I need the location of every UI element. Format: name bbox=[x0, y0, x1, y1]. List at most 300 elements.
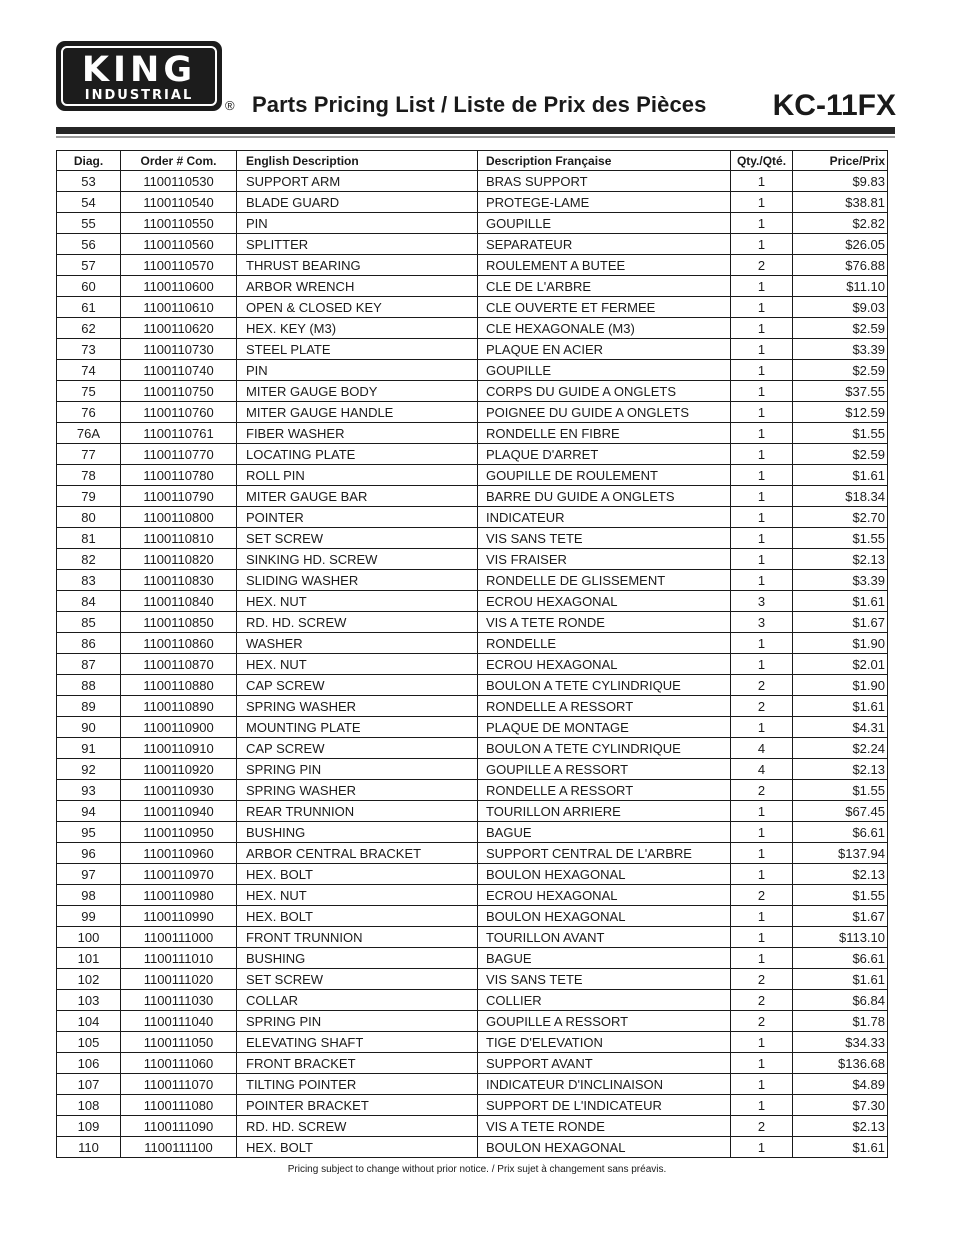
table-row bbox=[57, 192, 888, 213]
cell-price: $1.55 bbox=[793, 885, 888, 906]
table-row bbox=[57, 297, 888, 318]
cell-order-number: 1100110800 bbox=[121, 507, 237, 528]
registered-mark: ® bbox=[225, 98, 235, 113]
cell-quantity: 1 bbox=[731, 717, 793, 738]
cell-order-number: 1100110600 bbox=[121, 276, 237, 297]
cell-quantity: 1 bbox=[731, 486, 793, 507]
table-row bbox=[57, 969, 888, 990]
cell-order-number: 1100110840 bbox=[121, 591, 237, 612]
cell-order-number: 1100111080 bbox=[121, 1095, 237, 1116]
table-row bbox=[57, 948, 888, 969]
cell-english-description: ARBOR WRENCH bbox=[237, 276, 478, 297]
cell-english-description: HEX. BOLT bbox=[237, 906, 478, 927]
header-rule-thin bbox=[56, 136, 895, 138]
cell-english-description: SPRING PIN bbox=[237, 1011, 478, 1032]
cell-price: $1.61 bbox=[793, 465, 888, 486]
cell-diag: 104 bbox=[57, 1011, 121, 1032]
cell-english-description: FRONT BRACKET bbox=[237, 1053, 478, 1074]
cell-price: $1.67 bbox=[793, 612, 888, 633]
cell-order-number: 1100110930 bbox=[121, 780, 237, 801]
cell-diag: 75 bbox=[57, 381, 121, 402]
cell-french-description: PLAQUE D'ARRET bbox=[478, 444, 731, 465]
cell-quantity: 1 bbox=[731, 171, 793, 192]
cell-price: $9.03 bbox=[793, 297, 888, 318]
cell-english-description: MITER GAUGE BODY bbox=[237, 381, 478, 402]
cell-order-number: 1100110830 bbox=[121, 570, 237, 591]
cell-quantity: 2 bbox=[731, 696, 793, 717]
cell-diag: 54 bbox=[57, 192, 121, 213]
cell-french-description: PLAQUE EN ACIER bbox=[478, 339, 731, 360]
cell-quantity: 1 bbox=[731, 1137, 793, 1158]
table-row bbox=[57, 1011, 888, 1032]
cell-order-number: 1100111040 bbox=[121, 1011, 237, 1032]
cell-order-number: 1100110740 bbox=[121, 360, 237, 381]
cell-french-description: TOURILLON AVANT bbox=[478, 927, 731, 948]
cell-diag: 55 bbox=[57, 213, 121, 234]
cell-french-description: GOUPILLE bbox=[478, 213, 731, 234]
cell-french-description: GOUPILLE DE ROULEMENT bbox=[478, 465, 731, 486]
cell-french-description: BAGUE bbox=[478, 822, 731, 843]
cell-english-description: TILTING POINTER bbox=[237, 1074, 478, 1095]
cell-french-description: GOUPILLE A RESSORT bbox=[478, 759, 731, 780]
page-title: Parts Pricing List / Liste de Prix des Pièces bbox=[252, 92, 707, 117]
cell-french-description: POIGNEE DU GUIDE A ONGLETS bbox=[478, 402, 731, 423]
cell-diag: 73 bbox=[57, 339, 121, 360]
cell-price: $2.13 bbox=[793, 549, 888, 570]
cell-price: $38.81 bbox=[793, 192, 888, 213]
cell-diag: 91 bbox=[57, 738, 121, 759]
col-header-qty: Qty./Qté. bbox=[731, 151, 793, 171]
cell-order-number: 1100110620 bbox=[121, 318, 237, 339]
cell-french-description: BOULON HEXAGONAL bbox=[478, 1137, 731, 1158]
cell-price: $1.61 bbox=[793, 591, 888, 612]
cell-diag: 86 bbox=[57, 633, 121, 654]
cell-order-number: 1100110920 bbox=[121, 759, 237, 780]
cell-english-description: FIBER WASHER bbox=[237, 423, 478, 444]
cell-order-number: 1100111050 bbox=[121, 1032, 237, 1053]
cell-quantity: 1 bbox=[731, 297, 793, 318]
table-row bbox=[57, 612, 888, 633]
cell-french-description: SUPPORT AVANT bbox=[478, 1053, 731, 1074]
cell-quantity: 1 bbox=[731, 654, 793, 675]
cell-french-description: PLAQUE DE MONTAGE bbox=[478, 717, 731, 738]
cell-french-description: RONDELLE DE GLISSEMENT bbox=[478, 570, 731, 591]
cell-diag: 74 bbox=[57, 360, 121, 381]
cell-price: $76.88 bbox=[793, 255, 888, 276]
cell-order-number: 1100110960 bbox=[121, 843, 237, 864]
cell-order-number: 1100110790 bbox=[121, 486, 237, 507]
cell-english-description: HEX. NUT bbox=[237, 591, 478, 612]
model-number: KC-11FX bbox=[772, 89, 896, 122]
cell-price: $9.83 bbox=[793, 171, 888, 192]
footer-note: Pricing subject to change without prior notice. / Prix sujet à changement sans préavis. bbox=[287, 1164, 667, 1175]
cell-diag: 105 bbox=[57, 1032, 121, 1053]
cell-english-description: REAR TRUNNION bbox=[237, 801, 478, 822]
cell-price: $3.39 bbox=[793, 339, 888, 360]
cell-quantity: 1 bbox=[731, 381, 793, 402]
cell-quantity: 2 bbox=[731, 780, 793, 801]
cell-price: $6.61 bbox=[793, 822, 888, 843]
cell-french-description: INDICATEUR D'INCLINAISON bbox=[478, 1074, 731, 1095]
cell-french-description: VIS SANS TETE bbox=[478, 528, 731, 549]
cell-english-description: BLADE GUARD bbox=[237, 192, 478, 213]
table-row bbox=[57, 759, 888, 780]
table-row bbox=[57, 339, 888, 360]
cell-order-number: 1100110530 bbox=[121, 171, 237, 192]
cell-quantity: 1 bbox=[731, 1074, 793, 1095]
table-row bbox=[57, 255, 888, 276]
col-header-order: Order # Com. bbox=[121, 151, 237, 171]
cell-price: $1.90 bbox=[793, 675, 888, 696]
cell-order-number: 1100110940 bbox=[121, 801, 237, 822]
cell-diag: 110 bbox=[57, 1137, 121, 1158]
cell-french-description: BOULON HEXAGONAL bbox=[478, 906, 731, 927]
cell-english-description: POINTER bbox=[237, 507, 478, 528]
cell-price: $4.89 bbox=[793, 1074, 888, 1095]
cell-quantity: 1 bbox=[731, 402, 793, 423]
cell-price: $1.61 bbox=[793, 969, 888, 990]
cell-price: $2.13 bbox=[793, 759, 888, 780]
cell-diag: 92 bbox=[57, 759, 121, 780]
cell-english-description: HEX. NUT bbox=[237, 885, 478, 906]
cell-english-description: SINKING HD. SCREW bbox=[237, 549, 478, 570]
cell-french-description: GOUPILLE A RESSORT bbox=[478, 1011, 731, 1032]
cell-price: $2.13 bbox=[793, 864, 888, 885]
cell-price: $3.39 bbox=[793, 570, 888, 591]
cell-price: $6.84 bbox=[793, 990, 888, 1011]
cell-english-description: CAP SCREW bbox=[237, 738, 478, 759]
cell-diag: 60 bbox=[57, 276, 121, 297]
cell-order-number: 1100110761 bbox=[121, 423, 237, 444]
cell-english-description: BUSHING bbox=[237, 822, 478, 843]
col-header-french: Description Française bbox=[478, 151, 731, 171]
cell-order-number: 1100111020 bbox=[121, 969, 237, 990]
cell-diag: 76 bbox=[57, 402, 121, 423]
cell-english-description: FRONT TRUNNION bbox=[237, 927, 478, 948]
cell-quantity: 1 bbox=[731, 192, 793, 213]
cell-diag: 108 bbox=[57, 1095, 121, 1116]
table-row bbox=[57, 717, 888, 738]
cell-price: $37.55 bbox=[793, 381, 888, 402]
parts-table-body bbox=[57, 171, 888, 1158]
cell-price: $2.59 bbox=[793, 318, 888, 339]
cell-price: $1.55 bbox=[793, 423, 888, 444]
cell-french-description: RONDELLE EN FIBRE bbox=[478, 423, 731, 444]
cell-price: $2.24 bbox=[793, 738, 888, 759]
cell-order-number: 1100110870 bbox=[121, 654, 237, 675]
cell-french-description: BOULON A TETE CYLINDRIQUE bbox=[478, 675, 731, 696]
cell-english-description: RD. HD. SCREW bbox=[237, 1116, 478, 1137]
cell-french-description: VIS A TETE RONDE bbox=[478, 612, 731, 633]
cell-french-description: BARRE DU GUIDE A ONGLETS bbox=[478, 486, 731, 507]
cell-english-description: SPLITTER bbox=[237, 234, 478, 255]
cell-french-description: SUPPORT DE L'INDICATEUR bbox=[478, 1095, 731, 1116]
cell-french-description: RONDELLE A RESSORT bbox=[478, 780, 731, 801]
cell-english-description: SPRING PIN bbox=[237, 759, 478, 780]
cell-quantity: 4 bbox=[731, 738, 793, 759]
cell-price: $137.94 bbox=[793, 843, 888, 864]
cell-quantity: 1 bbox=[731, 843, 793, 864]
cell-english-description: SPRING WASHER bbox=[237, 780, 478, 801]
cell-price: $1.67 bbox=[793, 906, 888, 927]
cell-english-description: SPRING WASHER bbox=[237, 696, 478, 717]
king-industrial-logo bbox=[56, 41, 222, 111]
table-row bbox=[57, 276, 888, 297]
table-row bbox=[57, 822, 888, 843]
cell-price: $1.78 bbox=[793, 1011, 888, 1032]
cell-english-description: PIN bbox=[237, 360, 478, 381]
cell-diag: 102 bbox=[57, 969, 121, 990]
cell-price: $1.55 bbox=[793, 780, 888, 801]
cell-french-description: CLE HEXAGONALE (M3) bbox=[478, 318, 731, 339]
cell-order-number: 1100110570 bbox=[121, 255, 237, 276]
cell-price: $18.34 bbox=[793, 486, 888, 507]
cell-english-description: CAP SCREW bbox=[237, 675, 478, 696]
cell-english-description: MITER GAUGE HANDLE bbox=[237, 402, 478, 423]
table-row bbox=[57, 906, 888, 927]
cell-diag: 90 bbox=[57, 717, 121, 738]
cell-order-number: 1100110760 bbox=[121, 402, 237, 423]
cell-english-description: ROLL PIN bbox=[237, 465, 478, 486]
logo-brand-name: KING bbox=[81, 50, 197, 90]
cell-french-description: ECROU HEXAGONAL bbox=[478, 885, 731, 906]
cell-english-description: HEX. BOLT bbox=[237, 1137, 478, 1158]
cell-order-number: 1100111060 bbox=[121, 1053, 237, 1074]
cell-french-description: SUPPORT CENTRAL DE L'ARBRE bbox=[478, 843, 731, 864]
cell-quantity: 1 bbox=[731, 1095, 793, 1116]
cell-diag: 94 bbox=[57, 801, 121, 822]
cell-price: $2.70 bbox=[793, 507, 888, 528]
cell-diag: 101 bbox=[57, 948, 121, 969]
cell-english-description: ARBOR CENTRAL BRACKET bbox=[237, 843, 478, 864]
cell-order-number: 1100110970 bbox=[121, 864, 237, 885]
cell-order-number: 1100110850 bbox=[121, 612, 237, 633]
cell-order-number: 1100110880 bbox=[121, 675, 237, 696]
cell-order-number: 1100110990 bbox=[121, 906, 237, 927]
cell-quantity: 1 bbox=[731, 948, 793, 969]
cell-order-number: 1100110750 bbox=[121, 381, 237, 402]
cell-quantity: 1 bbox=[731, 465, 793, 486]
table-row bbox=[57, 633, 888, 654]
cell-price: $26.05 bbox=[793, 234, 888, 255]
cell-quantity: 1 bbox=[731, 444, 793, 465]
cell-price: $7.30 bbox=[793, 1095, 888, 1116]
cell-quantity: 1 bbox=[731, 801, 793, 822]
cell-french-description: VIS A TETE RONDE bbox=[478, 1116, 731, 1137]
cell-quantity: 1 bbox=[731, 234, 793, 255]
cell-diag: 81 bbox=[57, 528, 121, 549]
cell-order-number: 1100110860 bbox=[121, 633, 237, 654]
table-row bbox=[57, 444, 888, 465]
cell-french-description: BOULON A TETE CYLINDRIQUE bbox=[478, 738, 731, 759]
table-row bbox=[57, 801, 888, 822]
cell-french-description: BRAS SUPPORT bbox=[478, 171, 731, 192]
cell-english-description: COLLAR bbox=[237, 990, 478, 1011]
table-row bbox=[57, 549, 888, 570]
cell-price: $4.31 bbox=[793, 717, 888, 738]
cell-diag: 109 bbox=[57, 1116, 121, 1137]
cell-price: $2.01 bbox=[793, 654, 888, 675]
table-header-row bbox=[57, 151, 888, 171]
cell-quantity: 1 bbox=[731, 528, 793, 549]
cell-diag: 89 bbox=[57, 696, 121, 717]
cell-quantity: 1 bbox=[731, 213, 793, 234]
cell-english-description: HEX. NUT bbox=[237, 654, 478, 675]
table-row bbox=[57, 360, 888, 381]
cell-order-number: 1100110770 bbox=[121, 444, 237, 465]
cell-quantity: 2 bbox=[731, 675, 793, 696]
cell-diag: 96 bbox=[57, 843, 121, 864]
cell-quantity: 1 bbox=[731, 822, 793, 843]
cell-english-description: POINTER BRACKET bbox=[237, 1095, 478, 1116]
table-row bbox=[57, 213, 888, 234]
table-row bbox=[57, 1053, 888, 1074]
cell-english-description: THRUST BEARING bbox=[237, 255, 478, 276]
cell-quantity: 2 bbox=[731, 255, 793, 276]
cell-diag: 78 bbox=[57, 465, 121, 486]
cell-order-number: 1100111010 bbox=[121, 948, 237, 969]
cell-quantity: 3 bbox=[731, 612, 793, 633]
cell-diag: 106 bbox=[57, 1053, 121, 1074]
table-row bbox=[57, 591, 888, 612]
cell-price: $6.61 bbox=[793, 948, 888, 969]
cell-diag: 88 bbox=[57, 675, 121, 696]
cell-order-number: 1100110910 bbox=[121, 738, 237, 759]
cell-order-number: 1100110780 bbox=[121, 465, 237, 486]
cell-quantity: 1 bbox=[731, 864, 793, 885]
cell-quantity: 1 bbox=[731, 633, 793, 654]
cell-order-number: 1100111070 bbox=[121, 1074, 237, 1095]
cell-order-number: 1100110730 bbox=[121, 339, 237, 360]
cell-order-number: 1100110820 bbox=[121, 549, 237, 570]
cell-quantity: 4 bbox=[731, 759, 793, 780]
cell-english-description: HEX. BOLT bbox=[237, 864, 478, 885]
col-header-price: Price/Prix bbox=[793, 151, 888, 171]
cell-diag: 99 bbox=[57, 906, 121, 927]
cell-diag: 56 bbox=[57, 234, 121, 255]
cell-diag: 87 bbox=[57, 654, 121, 675]
table-row bbox=[57, 570, 888, 591]
cell-french-description: ROULEMENT A BUTEE bbox=[478, 255, 731, 276]
table-row bbox=[57, 1074, 888, 1095]
cell-french-description: CORPS DU GUIDE A ONGLETS bbox=[478, 381, 731, 402]
cell-english-description: SLIDING WASHER bbox=[237, 570, 478, 591]
cell-diag: 97 bbox=[57, 864, 121, 885]
cell-order-number: 1100111090 bbox=[121, 1116, 237, 1137]
cell-price: $113.10 bbox=[793, 927, 888, 948]
col-header-diag: Diag. bbox=[57, 151, 121, 171]
cell-english-description: RD. HD. SCREW bbox=[237, 612, 478, 633]
logo-frame bbox=[61, 46, 217, 106]
table-row bbox=[57, 654, 888, 675]
table-row bbox=[57, 738, 888, 759]
cell-price: $2.59 bbox=[793, 444, 888, 465]
cell-english-description: MOUNTING PLATE bbox=[237, 717, 478, 738]
cell-order-number: 1100110550 bbox=[121, 213, 237, 234]
cell-diag: 98 bbox=[57, 885, 121, 906]
table-row bbox=[57, 465, 888, 486]
table-row bbox=[57, 528, 888, 549]
cell-quantity: 2 bbox=[731, 969, 793, 990]
cell-english-description: SET SCREW bbox=[237, 528, 478, 549]
table-row bbox=[57, 843, 888, 864]
table-row bbox=[57, 486, 888, 507]
cell-french-description: GOUPILLE bbox=[478, 360, 731, 381]
cell-french-description: RONDELLE A RESSORT bbox=[478, 696, 731, 717]
cell-order-number: 1100110540 bbox=[121, 192, 237, 213]
cell-english-description: ELEVATING SHAFT bbox=[237, 1032, 478, 1053]
cell-order-number: 1100111100 bbox=[121, 1137, 237, 1158]
table-row bbox=[57, 927, 888, 948]
cell-quantity: 2 bbox=[731, 1011, 793, 1032]
cell-quantity: 1 bbox=[731, 1032, 793, 1053]
cell-order-number: 1100110610 bbox=[121, 297, 237, 318]
cell-diag: 103 bbox=[57, 990, 121, 1011]
cell-diag: 84 bbox=[57, 591, 121, 612]
header-rule-thick bbox=[56, 127, 895, 134]
cell-price: $136.68 bbox=[793, 1053, 888, 1074]
cell-quantity: 1 bbox=[731, 318, 793, 339]
table-row bbox=[57, 885, 888, 906]
cell-order-number: 1100110950 bbox=[121, 822, 237, 843]
logo-brand-sub: INDUSTRIAL bbox=[84, 88, 194, 103]
cell-order-number: 1100110980 bbox=[121, 885, 237, 906]
cell-english-description: SET SCREW bbox=[237, 969, 478, 990]
cell-price: $1.61 bbox=[793, 696, 888, 717]
cell-quantity: 2 bbox=[731, 1116, 793, 1137]
cell-diag: 57 bbox=[57, 255, 121, 276]
cell-price: $1.55 bbox=[793, 528, 888, 549]
cell-french-description: CLE OUVERTE ET FERMEE bbox=[478, 297, 731, 318]
parts-table bbox=[56, 150, 888, 1158]
cell-price: $67.45 bbox=[793, 801, 888, 822]
cell-quantity: 1 bbox=[731, 276, 793, 297]
cell-french-description: CLE DE L'ARBRE bbox=[478, 276, 731, 297]
cell-english-description: HEX. KEY (M3) bbox=[237, 318, 478, 339]
cell-diag: 95 bbox=[57, 822, 121, 843]
cell-french-description: ECROU HEXAGONAL bbox=[478, 591, 731, 612]
cell-quantity: 3 bbox=[731, 591, 793, 612]
cell-french-description: COLLIER bbox=[478, 990, 731, 1011]
cell-english-description: BUSHING bbox=[237, 948, 478, 969]
cell-diag: 107 bbox=[57, 1074, 121, 1095]
cell-price: $2.13 bbox=[793, 1116, 888, 1137]
cell-diag: 100 bbox=[57, 927, 121, 948]
table-row bbox=[57, 864, 888, 885]
cell-price: $34.33 bbox=[793, 1032, 888, 1053]
cell-english-description: OPEN & CLOSED KEY bbox=[237, 297, 478, 318]
table-row bbox=[57, 675, 888, 696]
cell-diag: 83 bbox=[57, 570, 121, 591]
cell-french-description: TOURILLON ARRIERE bbox=[478, 801, 731, 822]
cell-price: $12.59 bbox=[793, 402, 888, 423]
cell-diag: 85 bbox=[57, 612, 121, 633]
table-row bbox=[57, 402, 888, 423]
cell-english-description: PIN bbox=[237, 213, 478, 234]
cell-diag: 61 bbox=[57, 297, 121, 318]
table-row bbox=[57, 381, 888, 402]
cell-diag: 53 bbox=[57, 171, 121, 192]
col-header-english: English Description bbox=[237, 151, 478, 171]
cell-quantity: 1 bbox=[731, 507, 793, 528]
cell-diag: 82 bbox=[57, 549, 121, 570]
cell-english-description: WASHER bbox=[237, 633, 478, 654]
table-row bbox=[57, 171, 888, 192]
table-row bbox=[57, 318, 888, 339]
cell-quantity: 1 bbox=[731, 423, 793, 444]
table-row bbox=[57, 1032, 888, 1053]
cell-quantity: 1 bbox=[731, 927, 793, 948]
